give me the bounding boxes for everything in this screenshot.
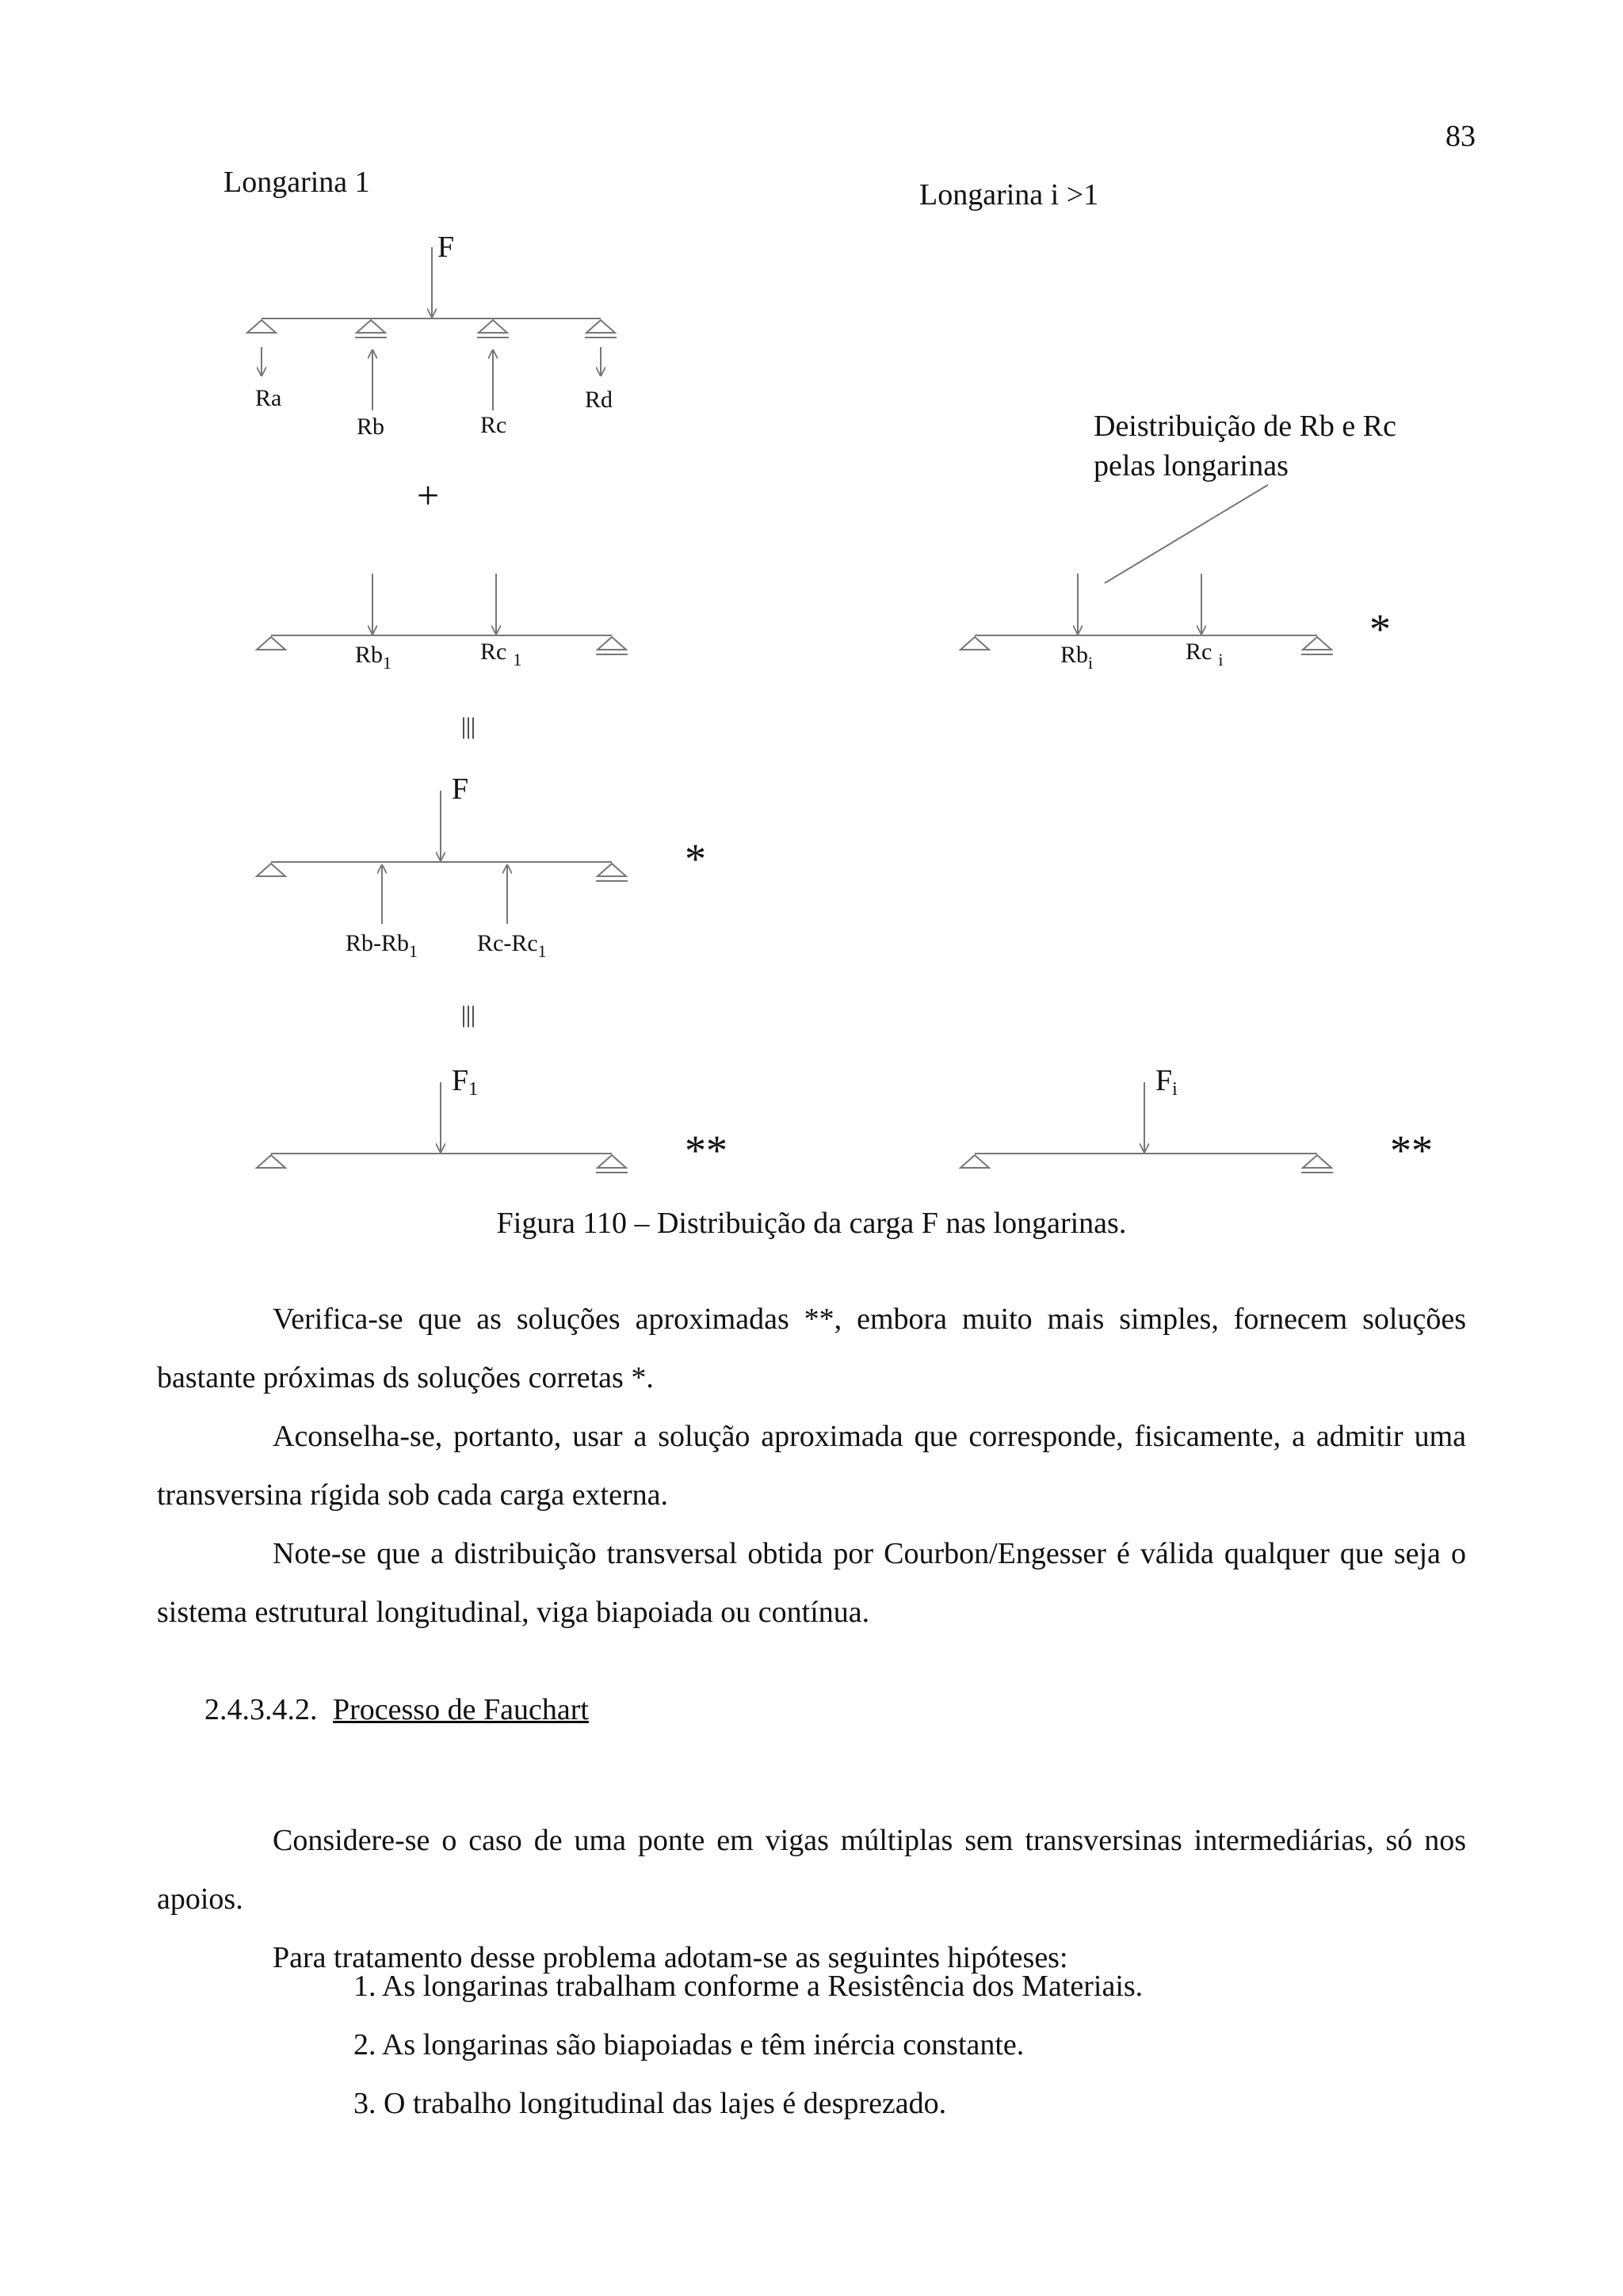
paragraph-5: Para tratamento desse problema adotam-se as seguintes hipóteses: bbox=[273, 1941, 1068, 1974]
paragraph-3: Note-se que a distribuição transversal obtida por Courbon/Engesser é válida qualquer que seja o sistema estrutural longitudinal, viga biapoiada ou contínua. bbox=[157, 1537, 1466, 1629]
equivalence-sign-1: ||| bbox=[461, 713, 476, 739]
paragraph-4: Considere-se o caso de uma ponte em vigas múltiplas sem transversinas intermediárias, só nos apoios. bbox=[157, 1824, 1466, 1916]
load-f1-label: F1 bbox=[452, 1064, 479, 1100]
star-marker-1: * bbox=[1369, 605, 1391, 653]
double-star-marker-2: ** bbox=[1390, 1127, 1433, 1174]
label-longarina-1: Longarina 1 bbox=[223, 166, 370, 199]
paragraph-2: Aconselha-se, portanto, usar a solução aproximada que corresponde, fisicamente, a admitir uma transversina rígida sob cada carga externa. bbox=[157, 1420, 1466, 1512]
reaction-rc: Rc bbox=[480, 412, 507, 438]
paragraph-1: Verifica-se que as soluções aproximadas **, embora muito mais simples, fornecem soluções bastante próximas ds soluções corretas *. bbox=[157, 1302, 1466, 1394]
reaction-ra: Ra bbox=[255, 385, 282, 411]
load-label: F bbox=[437, 231, 455, 264]
label-longarina-i: Longarina i >1 bbox=[919, 178, 1099, 212]
plus-sign: + bbox=[417, 473, 440, 517]
annotation-line-1: Deistribuição de Rb e Rc bbox=[1094, 410, 1397, 443]
rci-label: Rc $_i$ bbox=[1186, 639, 1224, 669]
load-fi-label: Fi bbox=[1155, 1064, 1178, 1100]
rb-diff-label: $Rb-Rb_1$ bbox=[346, 930, 418, 961]
beam-2-right bbox=[960, 574, 1333, 673]
section-number: 2.4.3.4.2. bbox=[204, 1693, 318, 1726]
page-number: 83 bbox=[1445, 120, 1476, 153]
beam-2-left bbox=[257, 574, 628, 673]
rc-diff-label: $Rc-Rc_1$ bbox=[477, 930, 547, 961]
section-title: Processo de Fauchart bbox=[333, 1693, 589, 1726]
double-star-marker-1: ** bbox=[685, 1127, 727, 1174]
annotation-line-2: pelas longarinas bbox=[1094, 449, 1289, 482]
load-label: F bbox=[452, 772, 469, 806]
rb1-label: $Rb_1$ bbox=[355, 642, 392, 673]
beam-4-right bbox=[960, 1064, 1333, 1173]
rbi-label: $Rb_i$ bbox=[1060, 642, 1094, 673]
reaction-rb: Rb bbox=[357, 414, 385, 440]
body-text-block-1 bbox=[157, 1290, 1466, 1642]
figure-caption: Figura 110 – Distribuição da carga F nas longarinas. bbox=[496, 1207, 1127, 1240]
equivalence-sign-2: ||| bbox=[461, 1001, 476, 1028]
rc1-label: Rc $_1$ bbox=[480, 639, 522, 669]
hypotheses-list bbox=[353, 1957, 1143, 2133]
beam-1 bbox=[247, 231, 617, 440]
hypothesis-item: 3. O trabalho longitudinal das lajes é desprezado. bbox=[353, 2087, 947, 2120]
annotation-leader bbox=[1105, 485, 1268, 583]
star-marker-2: * bbox=[685, 835, 706, 883]
section-heading bbox=[204, 1692, 589, 1727]
hypothesis-item: 1. As longarinas trabalham conforme a Resistência dos Materiais. bbox=[353, 1970, 1144, 2003]
reaction-rd: Rd bbox=[585, 387, 613, 413]
beam-4-left bbox=[257, 1064, 628, 1173]
beam-3 bbox=[257, 772, 628, 961]
hypothesis-item: 2. As longarinas são biapoiadas e têm inércia constante. bbox=[353, 2028, 1025, 2061]
